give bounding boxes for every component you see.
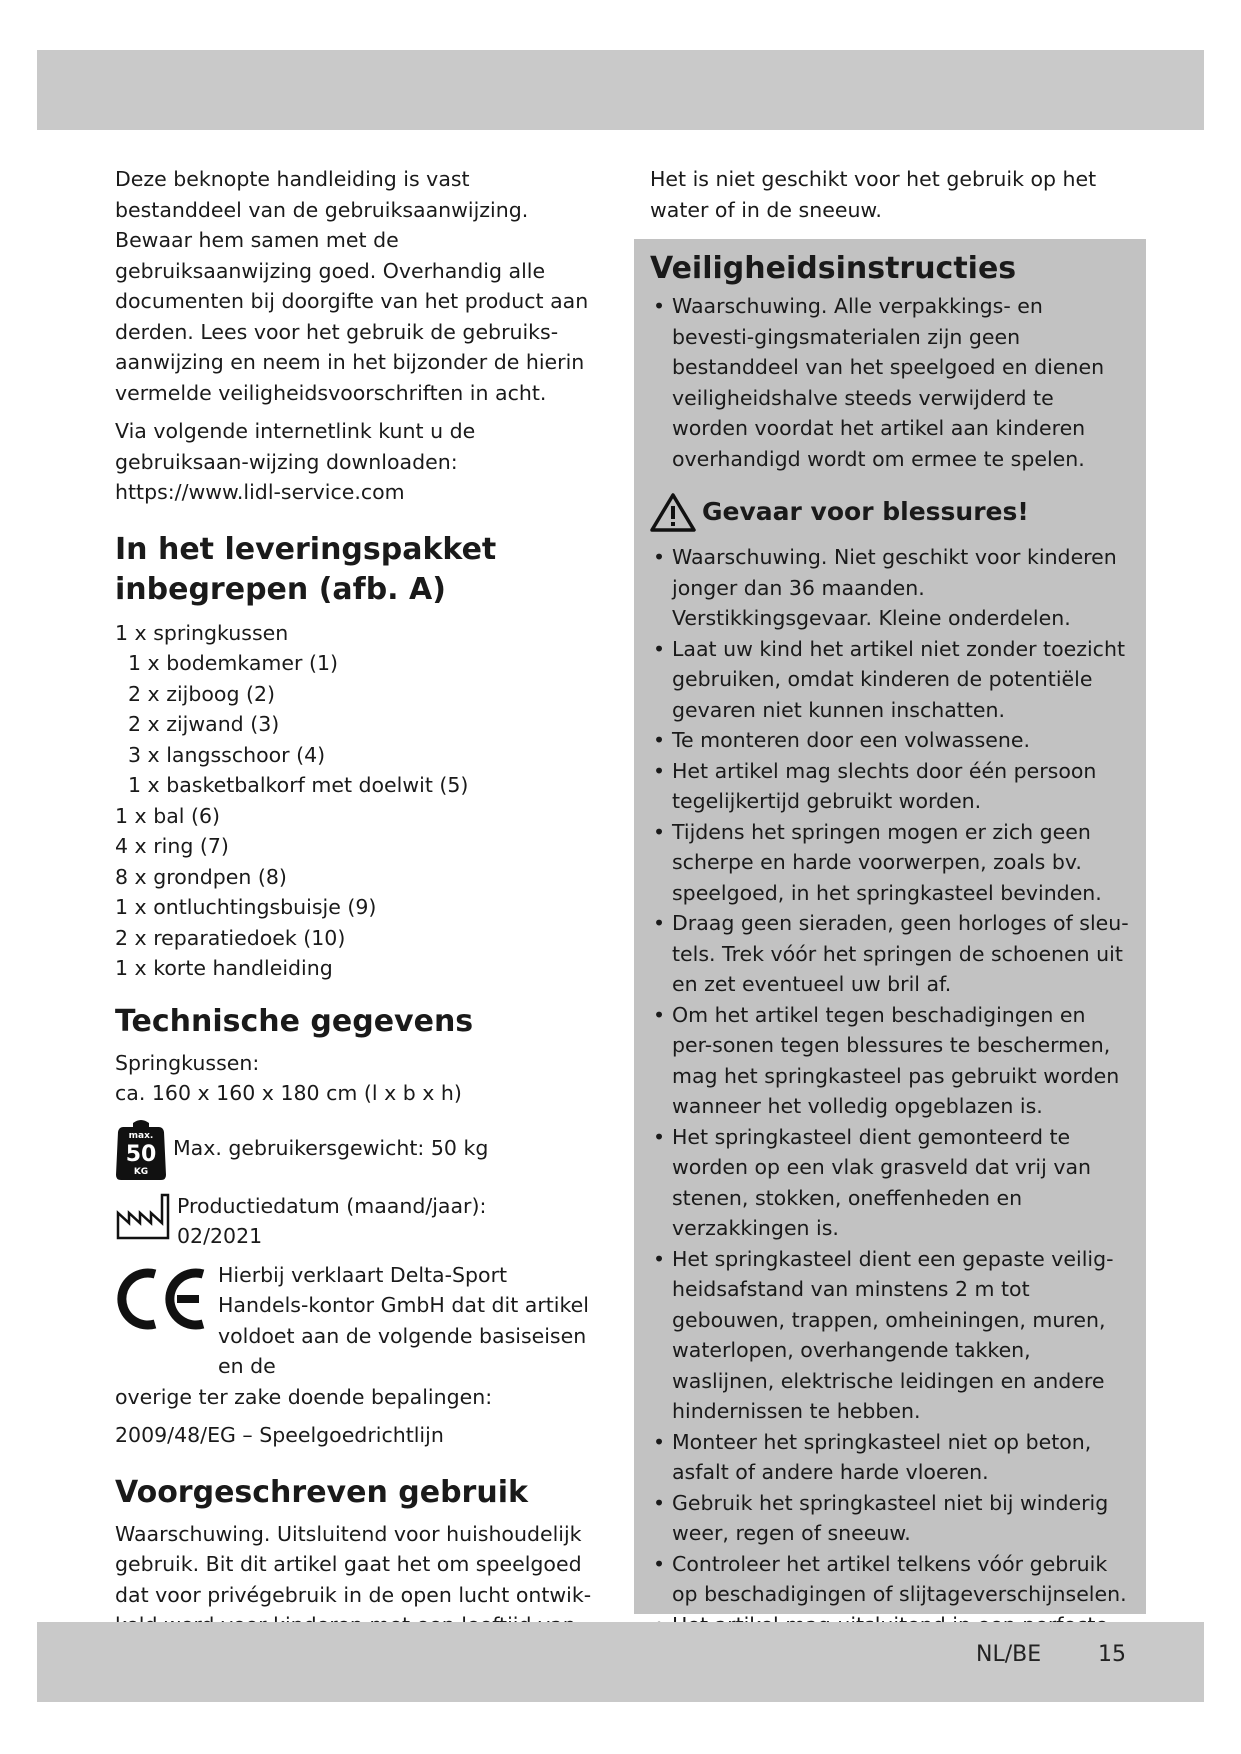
weight-icon-value: 50 (125, 1141, 157, 1167)
danger-item: • Tijdens het springen mogen er zich geen scherpe en harde voorwerpen, zoals bv. speelgoed, in het springkasteel bevinden. (650, 817, 1130, 909)
scope-item: 4 x ring (7) (115, 834, 229, 858)
danger-item: • Monteer het springkasteel niet op beton, asfalt of andere harde vloeren. (650, 1427, 1130, 1488)
danger-item: • Controleer het artikel telkens vóór gebruik op beschadigingen of slijtageverschijnselen. (650, 1549, 1130, 1610)
tech-heading: Technische gegevens (115, 1003, 474, 1039)
danger-item: • Laat uw kind het artikel niet zonder toezicht gebruiken, omdat kinderen de potentiële gevaren niet kunnen inschatten. (650, 634, 1130, 726)
scope-item: 3 x langsschoor (4) (128, 742, 326, 767)
danger-heading (650, 492, 1130, 532)
scope-item: 1 x ontluchtingsbuisje (9) (115, 895, 377, 919)
scope-item: 2 x zijwand (3) (128, 712, 280, 736)
danger-item: • Draag geen sieraden, geen horloges of sleu-tels. Trek vóór het springen de schoenen uit en zet eventueel uw bril af. (650, 908, 1130, 1000)
right-intro: Het is niet geschikt voor het gebruik op het water of in de sneeuw. (650, 167, 1097, 222)
use-heading: Voorgeschreven gebruik (115, 1474, 528, 1510)
scope-item: 1 x korte handleiding (115, 956, 333, 980)
danger-item: • Gebruik het springkasteel niet bij winderig weer, regen of sneeuw. (650, 1488, 1130, 1549)
intro-section (115, 164, 600, 508)
download-text: Via volgende internetlink kunt u de gebruiksaan-wijzing downloaden: (115, 419, 476, 474)
danger-item: • Te monteren door een volwassene. (650, 725, 1130, 756)
scope-item: 1 x basketbalkorf met doelwit (5) (128, 773, 469, 797)
scope-item: 1 x bodemkamer (1) (128, 651, 338, 675)
scope-item: 2 x reparatiedoek (10) (115, 925, 346, 950)
max-weight-row (115, 1117, 600, 1181)
ce-text: Hierbij verklaart Delta-Sport Handels-kontor GmbH dat dit artikel voldoet aan de volgende basiseisen en de (218, 1262, 589, 1378)
page-number: 15 (1098, 1642, 1126, 1667)
production-date-label: Productiedatum (maand/jaar): (177, 1193, 487, 1218)
ce-mark-icon (115, 1266, 207, 1332)
directive: 2009/48/EG – Speelgoedrichtlijn (115, 1423, 444, 1447)
danger-heading-text: Gevaar voor blessures! (702, 497, 1029, 526)
weight-icon-unit: KG (133, 1166, 149, 1177)
danger-list (650, 542, 1130, 1671)
scope-list (115, 618, 600, 984)
danger-item: • Het artikel mag slechts door één persoon tegelijkertijd gebruikt worden. (650, 756, 1130, 817)
factory-icon (115, 1191, 171, 1241)
production-date-text (177, 1191, 486, 1252)
max-weight-text: Max. gebruikersgewicht: 50 kg (173, 1136, 489, 1161)
scope-item: 1 x springkussen (115, 620, 289, 645)
scope-item: 8 x grondpen (8) (115, 864, 287, 889)
safety-item: • Waarschuwing. Alle verpakkings- en bevesti-gingsmaterialen zijn geen bestanddeel van het speelgoed en dienen veiligheidshalve steeds verwijderd te worden voordat het artikel aan kinderen overhandigd wordt om ermee te spelen. (650, 291, 1130, 474)
scope-item: 1 x bal (6) (115, 803, 221, 828)
left-column (115, 164, 600, 1702)
danger-item: • Waarschuwing. Niet geschikt voor kinderen jonger dan 36 maanden. Verstikkingsgevaar. Kleine onderdelen. (650, 542, 1130, 634)
warning-triangle-icon (650, 492, 696, 532)
use-text: Waarschuwing. Uitsluitend voor huishoudelijk gebruik. Bit dit artikel gaat het om speelgoed dat voor privégebruik in de open lucht ontwik- (115, 1521, 592, 1607)
header-bar (37, 50, 1204, 130)
safety-list (650, 291, 1130, 474)
right-column (650, 164, 1130, 1614)
danger-item: • Het springkasteel dient gemonteerd te worden op een vlak grasveld dat vrij van stenen, stokken, oneffenheden en verzakkingen is. (650, 1122, 1130, 1244)
ce-text-rest: overige ter zake doende bepalingen: (115, 1384, 493, 1409)
ce-declaration (115, 1260, 600, 1413)
tech-dimensions: ca. 160 x 160 x 180 cm (l x b x h) (115, 1081, 462, 1105)
danger-item: • Het springkasteel dient een gepaste veilig-heidsafstand van minstens 2 m tot gebouwen, trappen, omheiningen, muren, waterlopen, overhangende takken, waslijnen, elektrische leidingen en andere hindernissen te hebben. (650, 1244, 1130, 1427)
scope-item: 2 x zijboog (2) (128, 681, 276, 706)
intro-paragraph: Deze beknopte handleiding is vast bestanddeel van de gebruiksaanwijzing. Bewaar hem samen met de gebruiksaanwijzing goed. Overhandig alle documenten bij doorgifte van het product aan derden. Lees voor het gebruik de gebruiks-aanwijzing en neem in het bijzonder de hierin vermelde veiligheidsvoorschriften in acht. (115, 167, 589, 405)
weight-icon (115, 1117, 167, 1181)
scope-heading: In het leveringspakket inbegrepen (afb. A) (115, 531, 497, 607)
production-date-row (115, 1191, 600, 1252)
tech-product: Springkussen: (115, 1050, 260, 1075)
weight-icon-top: max. (128, 1130, 154, 1141)
footer-language: NL/BE (976, 1642, 1042, 1667)
production-date-value: 02/2021 (177, 1224, 263, 1248)
download-link[interactable]: https://www.lidl-service.com (115, 480, 405, 504)
safety-box (634, 239, 1146, 1614)
safety-heading: Veiligheidsinstructies (650, 251, 1017, 286)
danger-item: • Om het artikel tegen beschadigingen en per-sonen tegen blessures te beschermen, mag het springkasteel pas gebruikt worden wanneer het volledig opgeblazen is. (650, 1000, 1130, 1122)
